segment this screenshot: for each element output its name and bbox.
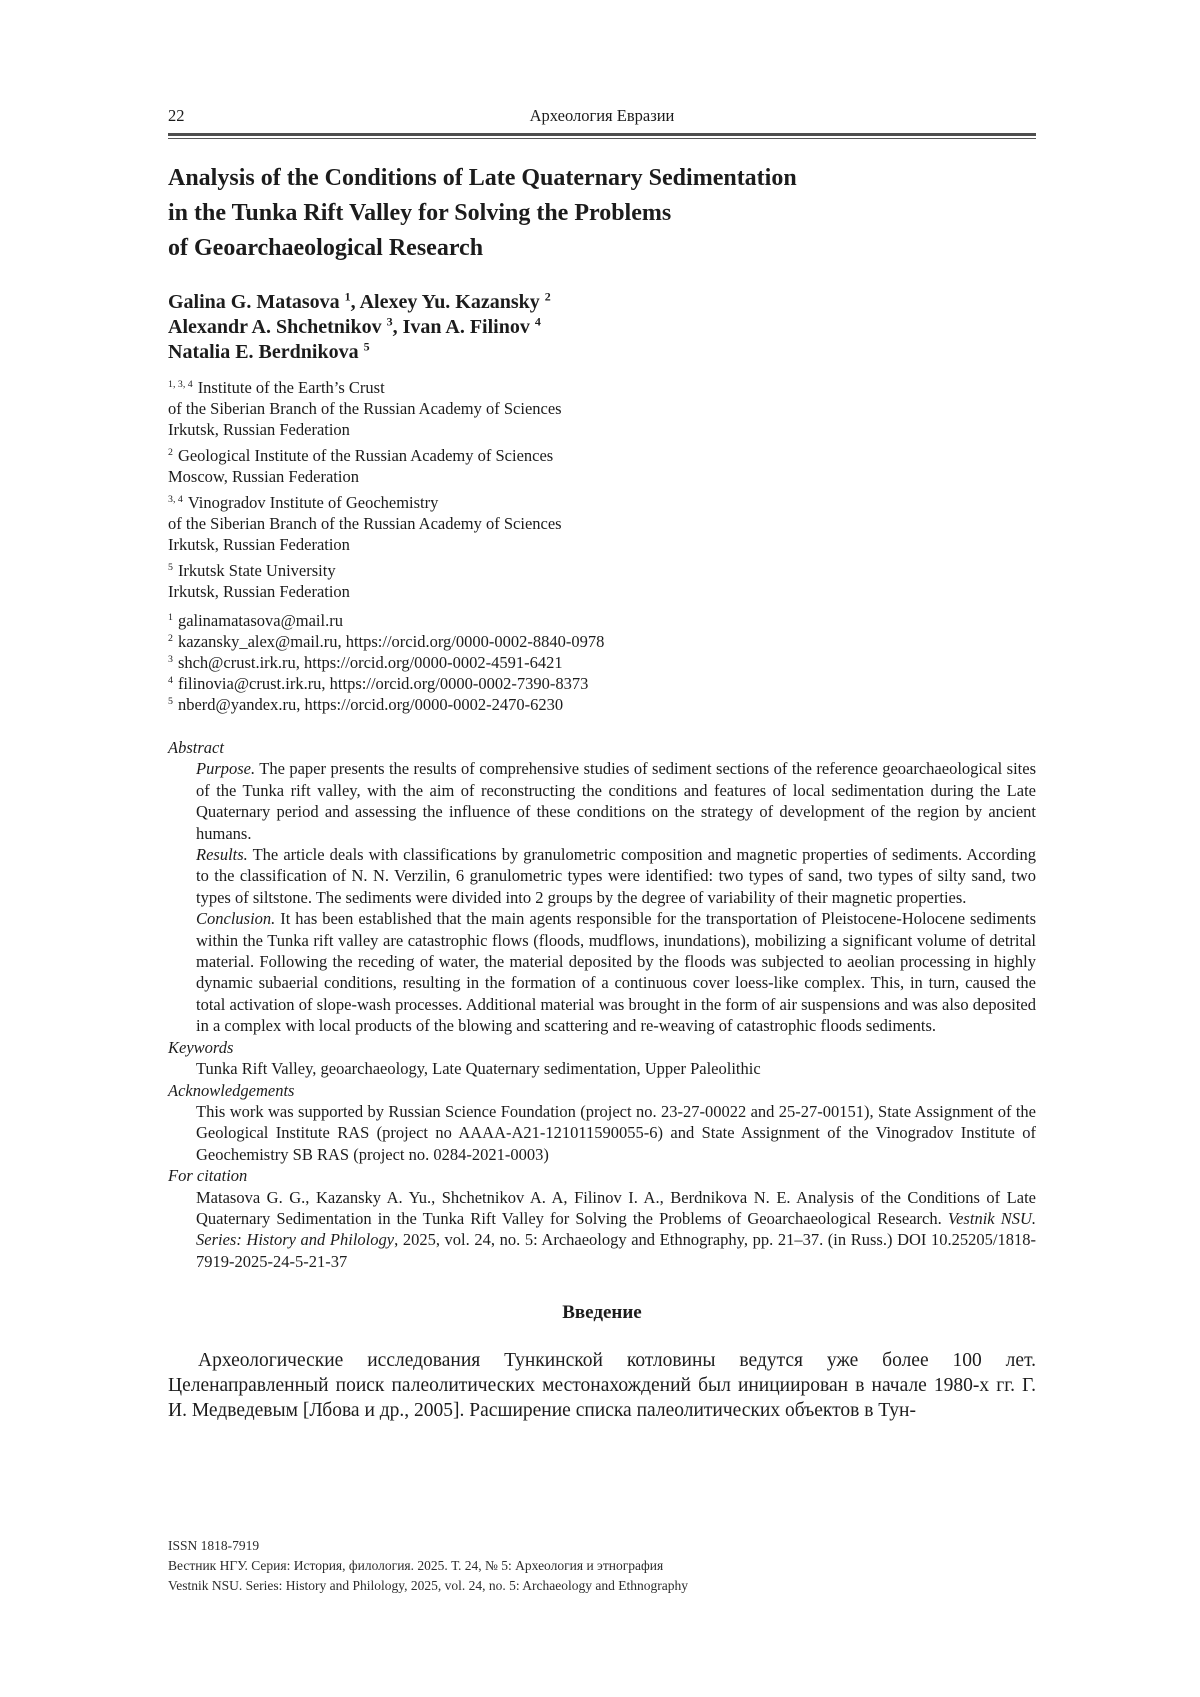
affiliation-ref: 1, 3, 4 bbox=[168, 378, 193, 390]
paragraph-text: The paper presents the results of comprehensive studies of sediment sections of the reference geoarchaeological sites of the Tunka rift valley, with the aim of reconstructing the conditions and features of local sedimentation during the Late Quaternary period and assessing the influence of these conditions on the strategy of development of the region by ancient humans. bbox=[196, 759, 1036, 843]
running-title: Археология Евразии bbox=[529, 106, 675, 125]
affiliation bbox=[168, 377, 1036, 440]
abstract-section bbox=[168, 737, 1036, 1272]
contact-text: nberd@yandex.ru, https://orcid.org/0000-0002-2470-6230 bbox=[177, 695, 564, 714]
abstract-paragraph-conclusion bbox=[196, 908, 1036, 1036]
contact-ref: 2 bbox=[168, 632, 173, 644]
affiliation bbox=[168, 492, 1036, 555]
citation-authors-title: Matasova G. G., Kazansky A. Yu., Shchetnikov A. A, Filinov I. A., Berdnikova N. E. Analysis of the Conditions of Late Quaternary Sedimentation in the Tunka Rift Valley for Solving the Problems of Geoarchaeological Research. bbox=[196, 1187, 1036, 1228]
affiliation-line: of the Siberian Branch of the Russian Academy of Sciences bbox=[168, 514, 562, 533]
article-title-line: in the Tunka Rift Valley for Solving the Problems bbox=[168, 200, 672, 226]
affiliation-line: Irkutsk, Russian Federation bbox=[168, 420, 350, 439]
footer-journal-ru: Вестник НГУ. Серия: История, филология. 2025. Т. 24, № 5: Археология и этнография bbox=[168, 1558, 664, 1573]
affiliation-text: Geological Institute of the Russian Academy of Sciences bbox=[177, 446, 554, 465]
author-line bbox=[168, 290, 1036, 315]
header-rule bbox=[168, 133, 1036, 139]
introduction-paragraph: Археологические исследования Тункинской котловины ведутся уже более 100 лет. Целенаправленный поиск палеолитических местонахождений был инициирован в начале 1980-х гг. Г. И. Медведевым [Лбова и др., 2005]. Расширение списка палеолитических объектов в Тун- bbox=[168, 1350, 1036, 1422]
affiliation bbox=[168, 445, 1036, 487]
affiliation-line bbox=[168, 377, 1036, 398]
contacts-block bbox=[168, 610, 1036, 715]
affiliation-line bbox=[168, 492, 1036, 513]
contact-text: kazansky_alex@mail.ru, https://orcid.org/0000-0002-8840-0978 bbox=[177, 632, 605, 651]
affiliations-block bbox=[168, 377, 1036, 602]
keywords-text: Tunka Rift Valley, geoarchaeology, Late Quaternary sedimentation, Upper Paleolithic bbox=[196, 1059, 761, 1079]
citation-text bbox=[196, 1187, 1036, 1273]
header-rule-thick bbox=[168, 133, 1036, 136]
citation-journal: Vestnik NSU. Series: History and Philology bbox=[196, 1208, 1036, 1250]
abstract-paragraph-results bbox=[196, 844, 1036, 908]
affiliation-text: Institute of the Earth’s Crust bbox=[197, 378, 385, 397]
contact-ref: 4 bbox=[168, 674, 173, 686]
affiliation-ref: 5 bbox=[168, 561, 173, 573]
affiliation-line: Irkutsk, Russian Federation bbox=[168, 582, 350, 601]
contact-line bbox=[168, 631, 1036, 652]
affiliation-line: Irkutsk, Russian Federation bbox=[168, 535, 350, 554]
affiliation-line: of the Siberian Branch of the Russian Academy of Sciences bbox=[168, 399, 562, 418]
article-title-line: of Geoarchaeological Research bbox=[168, 235, 484, 261]
author-name: , Alexey Yu. Kazansky bbox=[350, 291, 545, 313]
affiliation-line bbox=[168, 445, 1036, 466]
affiliation-text: Irkutsk State University bbox=[177, 561, 336, 580]
page-footer bbox=[168, 1536, 1036, 1596]
author-affil-ref: 2 bbox=[544, 289, 551, 304]
page-number: 22 bbox=[168, 106, 185, 125]
paragraph-text: It has been established that the main agents responsible for the transportation of Pleistocene-Holocene sediments within the Tunka rift valley are catastrophic flows (floods, mudflows, inundations), mobilizing a significant volume of detrital material. Following the receding of water, the material deposited by the floods was subjected to aeolian processing in highly dynamic subaerial conditions, resulting in the formation of a continuous cover loess-like complex. This, in turn, caused the total activation of slope-wash processes. Additional material was brought in the form of air suspensions and was also deposited in a complex with local products of the blowing and scattering and re-weaving of catastrophic floods sediments. bbox=[196, 909, 1036, 1036]
paragraph-lead: Purpose. bbox=[196, 759, 256, 779]
author-name: Natalia E. Berdnikova bbox=[168, 341, 364, 363]
author-affil-ref: 1 bbox=[344, 289, 351, 304]
contact-line bbox=[168, 673, 1036, 694]
contact-ref: 3 bbox=[168, 653, 173, 665]
citation-label: For citation bbox=[168, 1166, 248, 1186]
contact-line bbox=[168, 652, 1036, 673]
author-affil-ref: 5 bbox=[363, 339, 370, 354]
contact-line bbox=[168, 694, 1036, 715]
affiliation-ref: 2 bbox=[168, 446, 173, 458]
contact-text: filinovia@crust.irk.ru, https://orcid.org/0000-0002-7390-8373 bbox=[177, 674, 589, 693]
affiliation bbox=[168, 560, 1036, 602]
authors-block bbox=[168, 290, 1036, 365]
abstract-paragraph-purpose bbox=[196, 758, 1036, 844]
affiliation-line: Moscow, Russian Federation bbox=[168, 467, 359, 486]
author-line bbox=[168, 340, 1036, 365]
acknowledgements-text: This work was supported by Russian Science Foundation (project no. 23-27-00022 and 25-27-00151), State Assignment of the Geological Institute RAS (project no AAAA-A21-121011590055-6) and State Assignment of the Vinogradov Institute of Geochemistry SB RAS (project no. 0284-2021-0003) bbox=[196, 1101, 1036, 1164]
article-title bbox=[168, 161, 1036, 266]
contact-ref: 5 bbox=[168, 695, 173, 707]
footer-journal-en: Vestnik NSU. Series: History and Philology, 2025, vol. 24, no. 5: Archaeology and Ethnography bbox=[168, 1578, 688, 1593]
contact-text: galinamatasova@mail.ru bbox=[177, 611, 343, 630]
abstract-label: Abstract bbox=[168, 738, 224, 757]
contact-ref: 1 bbox=[168, 611, 173, 623]
affiliation-ref: 3, 4 bbox=[168, 493, 183, 505]
affiliation-line bbox=[168, 560, 1036, 581]
contact-line bbox=[168, 610, 1036, 631]
author-affil-ref: 4 bbox=[534, 314, 541, 329]
page-content bbox=[168, 0, 1036, 1423]
paragraph-text: The article deals with classifications by granulometric composition and magnetic properties of sediments. According to the classification of N. N. Verzilin, 6 granulometric types were identified: two types of sand, two types of silty sand, two types of siltstone. The sediments were divided into 2 groups by the degree of variability of their magnetic properties. bbox=[196, 845, 1036, 907]
author-affil-ref: 3 bbox=[386, 314, 393, 329]
paragraph-lead: Results. bbox=[196, 845, 248, 865]
header-rule-thin bbox=[168, 138, 1036, 139]
author-line bbox=[168, 315, 1036, 340]
author-name: Galina G. Matasova bbox=[168, 291, 345, 313]
affiliation-text: Vinogradov Institute of Geochemistry bbox=[187, 493, 439, 512]
keywords-label: Keywords bbox=[168, 1037, 234, 1057]
contact-text: shch@crust.irk.ru, https://orcid.org/0000-0002-4591-6421 bbox=[177, 653, 563, 672]
acknowledgements-label: Acknowledgements bbox=[168, 1080, 295, 1100]
introduction-heading: Введение bbox=[562, 1302, 642, 1324]
footer-issn: ISSN 1818-7919 bbox=[168, 1538, 260, 1553]
article-title-line: Analysis of the Conditions of Late Quaternary Sedimentation bbox=[168, 165, 797, 191]
running-header bbox=[168, 0, 1036, 126]
author-name: Alexandr A. Shchetnikov bbox=[168, 316, 387, 338]
citation-tail: , 2025, vol. 24, no. 5: Archaeology and Ethnography, pp. 21–37. (in Russ.) DOI 10.25205/1818-7919-2025-24-5-21-37 bbox=[196, 1230, 1036, 1271]
author-name: , Ivan A. Filinov bbox=[392, 316, 535, 338]
paragraph-lead: Conclusion. bbox=[196, 909, 276, 929]
